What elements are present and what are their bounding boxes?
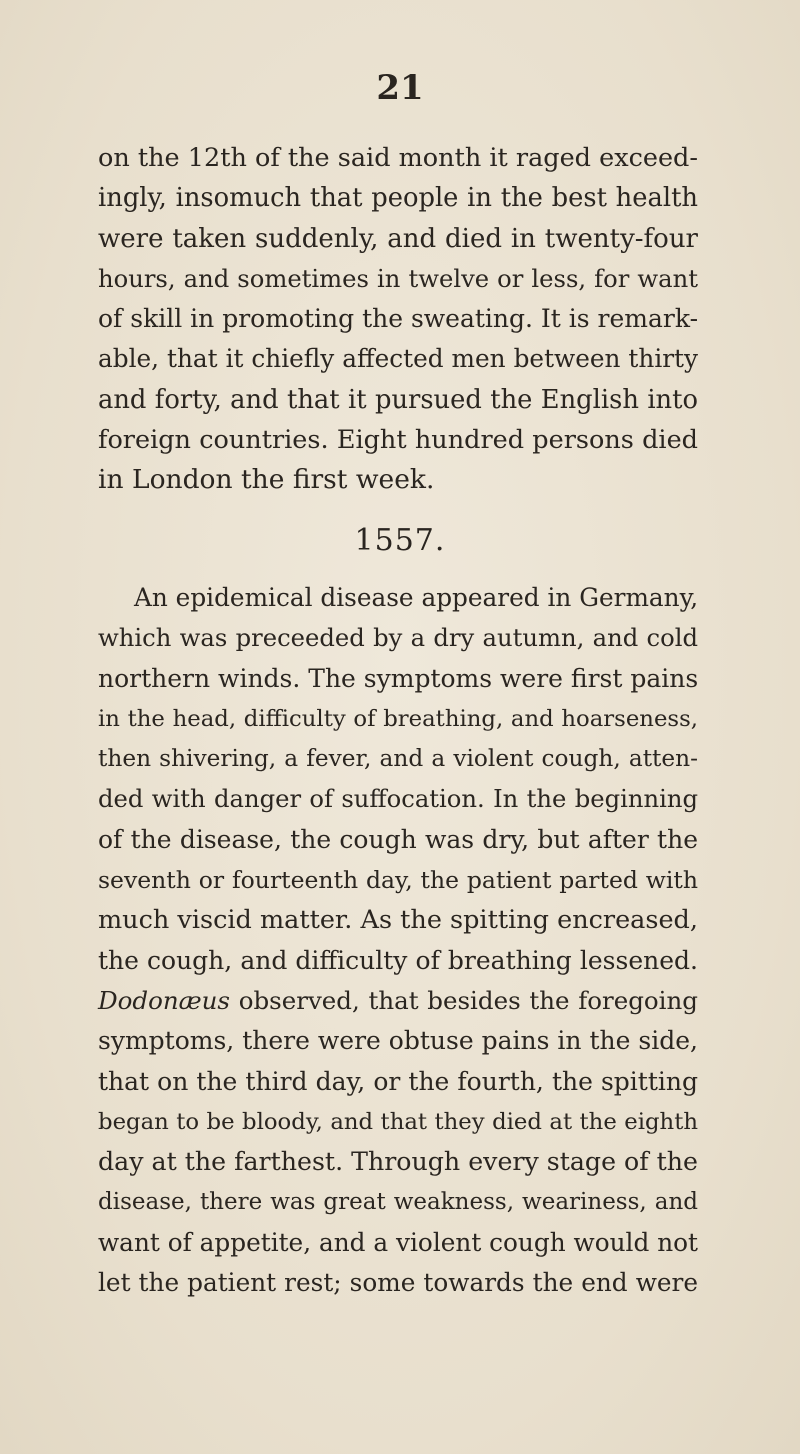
text-fragment: observed, that besides the foregoing	[238, 985, 698, 1015]
italic-name: Dodonæus	[98, 985, 230, 1015]
text-line	[98, 981, 698, 1021]
text-line: were taken suddenly, and died in twenty-four	[98, 223, 698, 254]
text-line: seventh or fourteenth day, the patient parted with	[98, 866, 698, 895]
text-line: ingly, insomuch that people in the best health	[98, 183, 698, 214]
text-line: let the patient rest; some towards the end were	[98, 1268, 698, 1298]
paragraph-2	[98, 578, 698, 1303]
text-line: of skill in promoting the sweating. It is remark-	[98, 304, 699, 334]
text-line: the cough, and difficulty of breathing lessened.	[98, 945, 698, 975]
text-line: able, that it chiefly affected men between thirty	[98, 344, 698, 374]
text-line: in London the first week.	[98, 464, 435, 496]
text-line: disease, there was great weakness, weariness, and	[98, 1189, 698, 1216]
paragraph-1	[98, 138, 698, 501]
text-line: day at the farthest. Through every stage of the	[98, 1147, 698, 1177]
text-line: want of appetite, and a violent cough would not	[98, 1227, 698, 1257]
text-line: An epidemical disease appeared in Germany,	[134, 583, 699, 612]
text-line: ded with danger of suffocation. In the beginning	[98, 784, 698, 814]
text-line: began to be bloody, and that they died at the eighth	[98, 1108, 698, 1135]
text-line: northern winds. The symptoms were first pains	[98, 663, 699, 693]
text-line: much viscid matter. As the spitting encreased,	[98, 905, 698, 936]
text-line: which was preceeded by a dry autumn, and cold	[98, 623, 698, 653]
text-line: foreign countries. Eight hundred persons died	[98, 425, 698, 456]
text-line: then shivering, a fever, and a violent cough, atten-	[98, 745, 698, 773]
page-number: 21	[376, 68, 424, 108]
text-line: of the disease, the cough was dry, but after the	[98, 824, 698, 854]
text-line: and forty, and that it pursued the English into	[98, 384, 698, 415]
text-line: in the head, difficulty of breathing, and hoarseness,	[98, 705, 698, 732]
text-line: on the 12th of the said month it raged exceed-	[98, 143, 698, 173]
text-line: that on the third day, or the fourth, the spitting	[98, 1066, 698, 1096]
text-line: symptoms, there were obtuse pains in the side,	[98, 1026, 698, 1056]
year-heading: 1557.	[354, 523, 446, 558]
text-line: hours, and sometimes in twelve or less, for want	[98, 263, 698, 293]
